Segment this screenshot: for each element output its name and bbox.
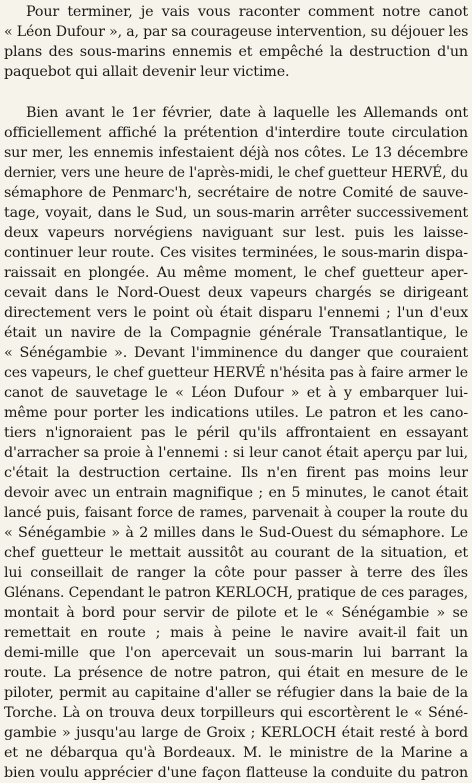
text-line: c'était la destruction certaine. Ils n'en firent pas moins leur — [4, 465, 468, 481]
text-line: Bien avant le 1er février, date à laquelle les Allemands ont — [26, 105, 468, 121]
text-line: dernier, vers une heure de l'après-midi, le chef guetteur HERVÉ, du — [4, 165, 468, 181]
paragraph-gap — [4, 82, 468, 103]
text-line: sémaphore de Penmarc'h, secrétaire de notre Comité de sauve- — [4, 185, 468, 201]
text-line: continuer leur route. Ces visites terminées, le sous-marin dispa- — [4, 245, 468, 261]
paragraph-story — [4, 103, 468, 783]
text-line: sur mer, les ennemis infestaient déjà nos côtes. Le 13 décembre — [4, 145, 468, 161]
text-line: gambie » jusqu'au large de Groix ; KERLOCH était resté à bord — [4, 725, 468, 741]
text-line: chef guetteur le mettait aussitôt au courant de la situation, et — [4, 545, 468, 561]
text-line: directement vers le point où était disparu l'ennemi ; l'un d'eux — [4, 305, 468, 321]
text-line: paquebot qui allait devenir leur victime. — [4, 64, 290, 80]
text-line: même pour porter les indications utiles. Le patron et les cano- — [4, 405, 468, 421]
text-line: plans des sous-marins ennemis et empêché la destruction d'un — [4, 44, 468, 60]
text-line: montait à bord pour servir de pilote et le « Sénégambie » se — [4, 605, 468, 621]
text-line: lui conseillait de ranger la côte pour passer à terre des îles — [4, 565, 468, 581]
text-line: d'arracher sa proie à l'ennemi : si leur canot était aperçu par lui, — [4, 445, 468, 461]
text-line: tage, voyait, dans le Sud, un sous-marin arrêter successivement — [4, 205, 468, 221]
paragraph-intro — [4, 2, 468, 82]
text-line: deux vapeurs norvégiens naviguant sur lest. puis les laisse- — [4, 225, 468, 241]
text-line: « Sénégambie ». Devant l'imminence du danger que couraient — [4, 345, 468, 361]
text-line: canot de sauvetage le « Léon Dufour » et à y embarquer lui- — [4, 385, 468, 401]
text-line: demi-mille que l'on apercevait un sous-marin lui barrant la — [4, 645, 468, 661]
text-line: Torche. Là on trouva deux torpilleurs qui escortèrent le « Séné- — [4, 705, 468, 721]
text-line: cevait dans le Nord-Ouest deux vapeurs chargés se dirigeant — [4, 285, 468, 301]
text-line: raissait en plongée. Au même moment, le chef guetteur aper- — [4, 265, 468, 281]
text-line: ces vapeurs, le chef guetteur HERVÉ n'hésita pas à faire armer le — [4, 365, 468, 381]
text-line: tiers n'ignoraient pas le péril qu'ils affrontaient en essayant — [4, 425, 468, 441]
text-line: devoir avec un entrain magnifique ; en 5 minutes, le canot était — [4, 485, 468, 501]
text-line: route. La présence de notre patron, qui était en mesure de le — [4, 665, 468, 681]
text-line: Glénans. Cependant le patron KERLOCH, pratique de ces parages, — [4, 585, 468, 601]
text-line: bien voulu apprécier d'une façon flatteuse la conduite du patron — [4, 765, 468, 781]
text-line: « Sénégambie » à 2 milles dans le Sud-Ouest du sémaphore. Le — [4, 525, 468, 541]
text-line: était un navire de la Compagnie générale Transatlantique, le — [4, 325, 468, 341]
text-line: officiellement affiché la prétention d'interdire toute circulation — [4, 125, 468, 141]
document-page — [4, 2, 468, 783]
text-line: « Léon Dufour », a, par sa courageuse intervention, su déjouer les — [4, 24, 468, 40]
text-line: et ne débarqua qu'à Bordeaux. M. le ministre de la Marine a — [4, 745, 468, 761]
text-line: remettait en route ; mais à peine le navire avait-il fait un — [4, 625, 468, 641]
text-line: piloter, permit au capitaine d'aller se réfugier dans la baie de la — [4, 685, 468, 701]
text-line: lancé puis, faisant force de rames, parvenait à couper la route du — [4, 505, 468, 521]
text-line: Pour terminer, je vais vous raconter comment notre canot — [26, 4, 468, 20]
